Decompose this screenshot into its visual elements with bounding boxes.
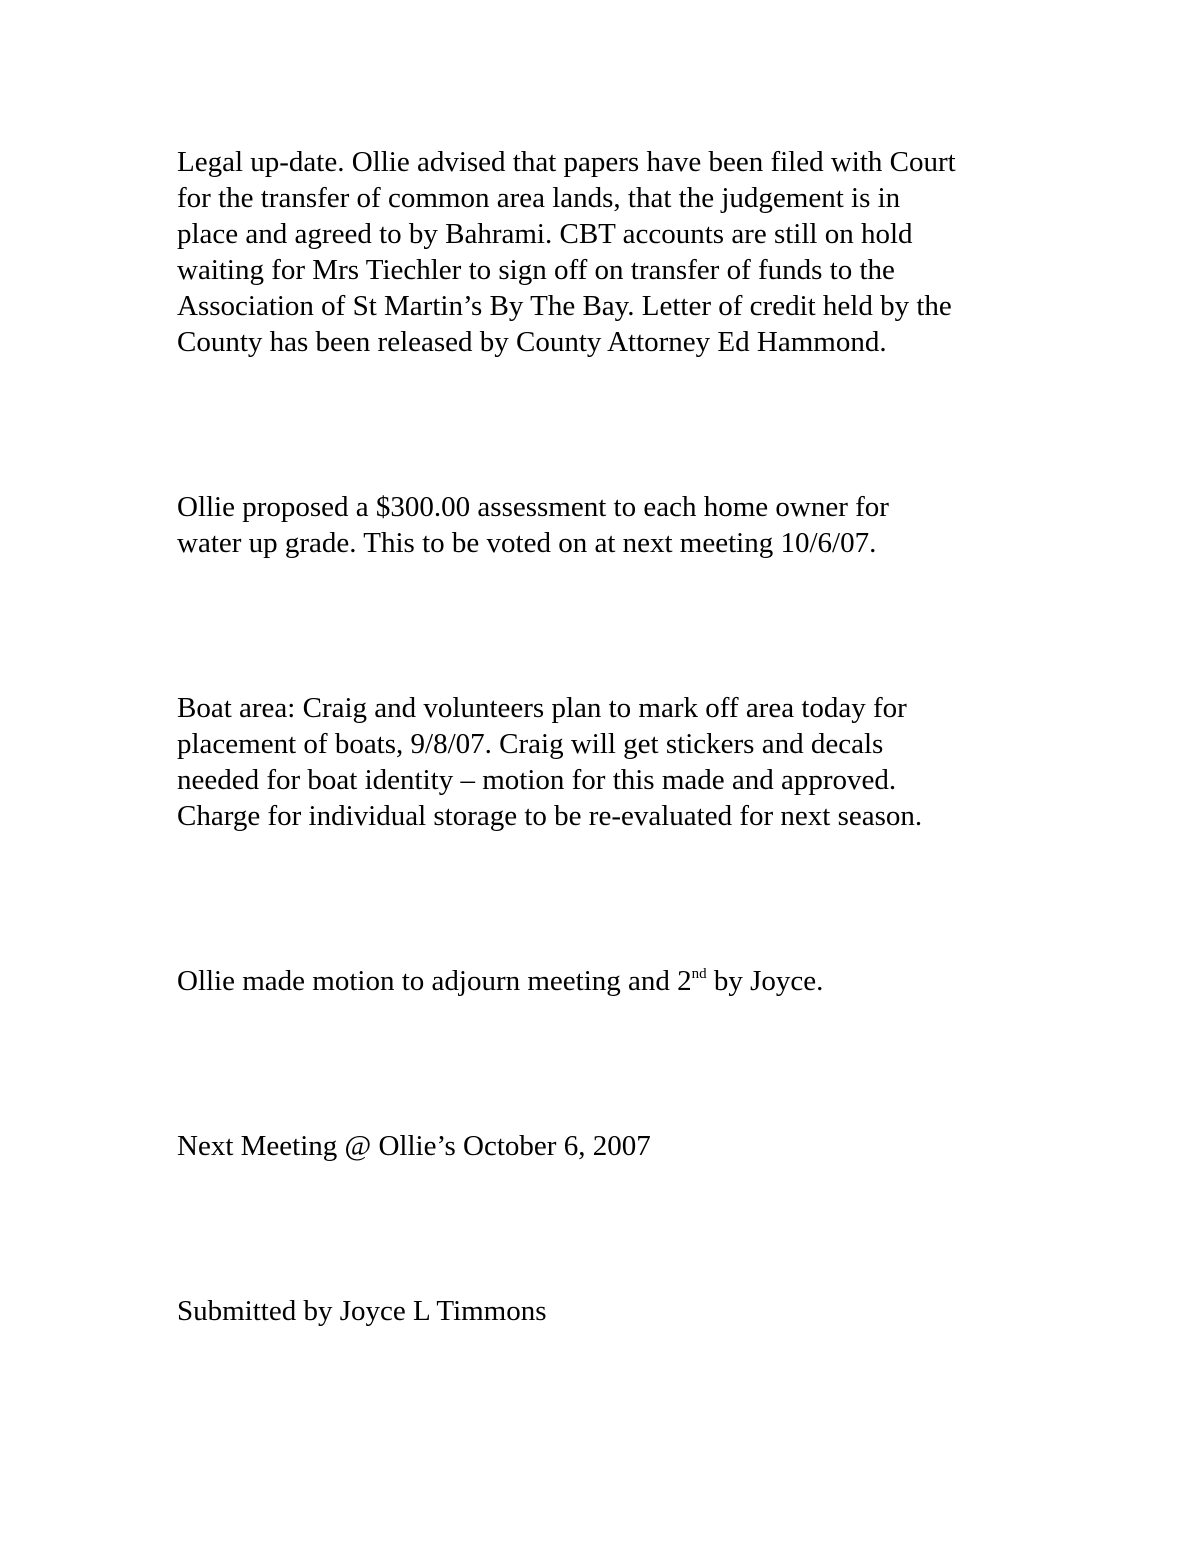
next-meeting-paragraph: [177, 1128, 1057, 1164]
paragraph-line: waiting for Mrs Tiechler to sign off on transfer of funds to the: [177, 254, 895, 286]
submitted-by-paragraph: [177, 1293, 1057, 1329]
legal-update-paragraph: [177, 144, 1057, 360]
paragraph-line: Charge for individual storage to be re-evaluated for next season.: [177, 800, 923, 832]
paragraph-line: [177, 963, 1057, 999]
paragraph-line: Legal up-date. Ollie advised that papers have been filed with Court: [177, 146, 956, 178]
assessment-paragraph: [177, 489, 1057, 561]
ordinal-superscript: nd: [691, 966, 707, 983]
paragraph-line: water up grade. This to be voted on at next meeting 10/6/07.: [177, 527, 877, 559]
adjourn-text-end: by Joyce.: [706, 965, 824, 997]
paragraph-line: County has been released by County Attorney Ed Hammond.: [177, 326, 887, 358]
paragraph-line: place and agreed to by Bahrami. CBT accounts are still on hold: [177, 218, 913, 250]
paragraph-line: Boat area: Craig and volunteers plan to mark off area today for: [177, 692, 907, 724]
adjourn-paragraph: [177, 963, 1057, 999]
paragraph-line: needed for boat identity – motion for this made and approved.: [177, 764, 897, 796]
boat-area-paragraph: [177, 690, 1057, 834]
adjourn-text: Ollie made motion to adjourn meeting and 2: [177, 965, 692, 997]
paragraph-line: Next Meeting @ Ollie’s October 6, 2007: [177, 1130, 651, 1162]
paragraph-line: Ollie proposed a $300.00 assessment to each home owner for: [177, 491, 889, 523]
paragraph-line: Submitted by Joyce L Timmons: [177, 1295, 547, 1327]
paragraph-line: placement of boats, 9/8/07. Craig will get stickers and decals: [177, 728, 884, 760]
paragraph-line: for the transfer of common area lands, that the judgement is in: [177, 182, 901, 214]
paragraph-line: Association of St Martin’s By The Bay. Letter of credit held by the: [177, 290, 952, 322]
